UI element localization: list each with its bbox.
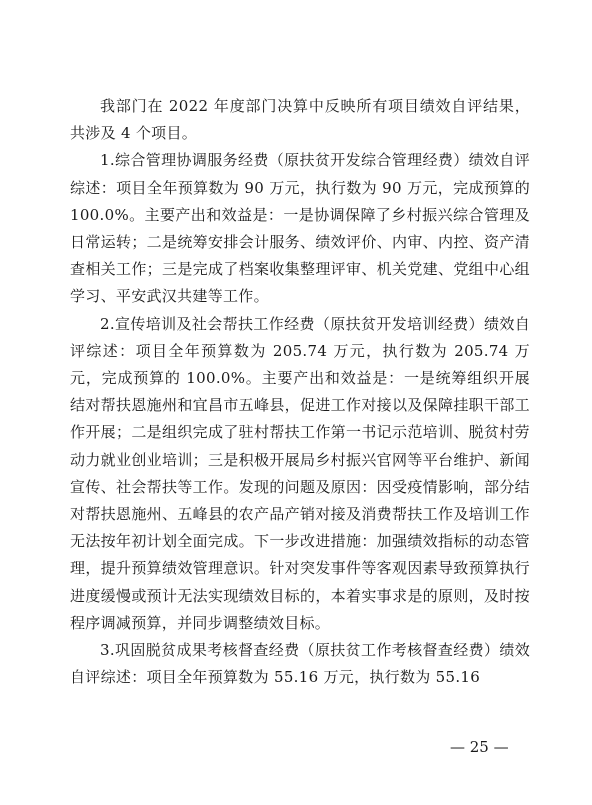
page-number: — 25 — xyxy=(450,738,509,756)
document-body xyxy=(70,93,530,691)
paragraph-intro: 我部门在 2022 年度部门决算中反映所有项目绩效自评结果，共涉及 4 个项目。 xyxy=(70,97,530,143)
paragraph-project-3: 3.巩固脱贫成果考核督查经费（原扶贫工作考核督查经费）绩效自评综述：项目全年预算数为 55.16 万元，执行数为 55.16 xyxy=(70,641,530,687)
paragraph-project-1: 1.综合管理协调服务经费（原扶贫开发综合管理经费）绩效自评综述：项目全年预算数为 90 万元，执行数为 90 万元，完成预算的 100.0%。主要产出和效益是：一是协调保障了乡村振兴综合管理及日常运转；二是统筹安排会计服务、绩效评价、内审、内控、资产清查相关工作；三是完成了档案收集整理评审、机关党建、党组中心组学习、平安武汉共建等工作。 xyxy=(70,151,530,306)
paragraph-project-2: 2.宣传培训及社会帮扶工作经费（原扶贫开发培训经费）绩效自评综述：项目全年预算数为 205.74 万元，执行数为 205.74 万元，完成预算的 100.0%。主要产出和效益是：一是统筹组织开展结对帮扶恩施州和宜昌市五峰县，促进工作对接以及保障挂职干部工作开展；二是组织完成了驻村帮扶工作第一书记示范培训、脱贫村劳动力就业创业培训；三是积极开展局乡村振兴官网等平台维护、新闻宣传、社会帮扶等工作。发现的问题及原因：因受疫情影响，部分结对帮扶恩施州、五峰县的农产品产销对接及消费帮扶工作及培训工作无法按年初计划全面完成。下一步改进措施：加强绩效指标的动态管理，提升预算绩效管理意识。针对突发事件等客观因素导致预算执行进度缓慢或预计无法实现绩效目标的，本着实事求是的原则，及时按程序调减预算，并同步调整绩效目标。 xyxy=(70,314,530,632)
